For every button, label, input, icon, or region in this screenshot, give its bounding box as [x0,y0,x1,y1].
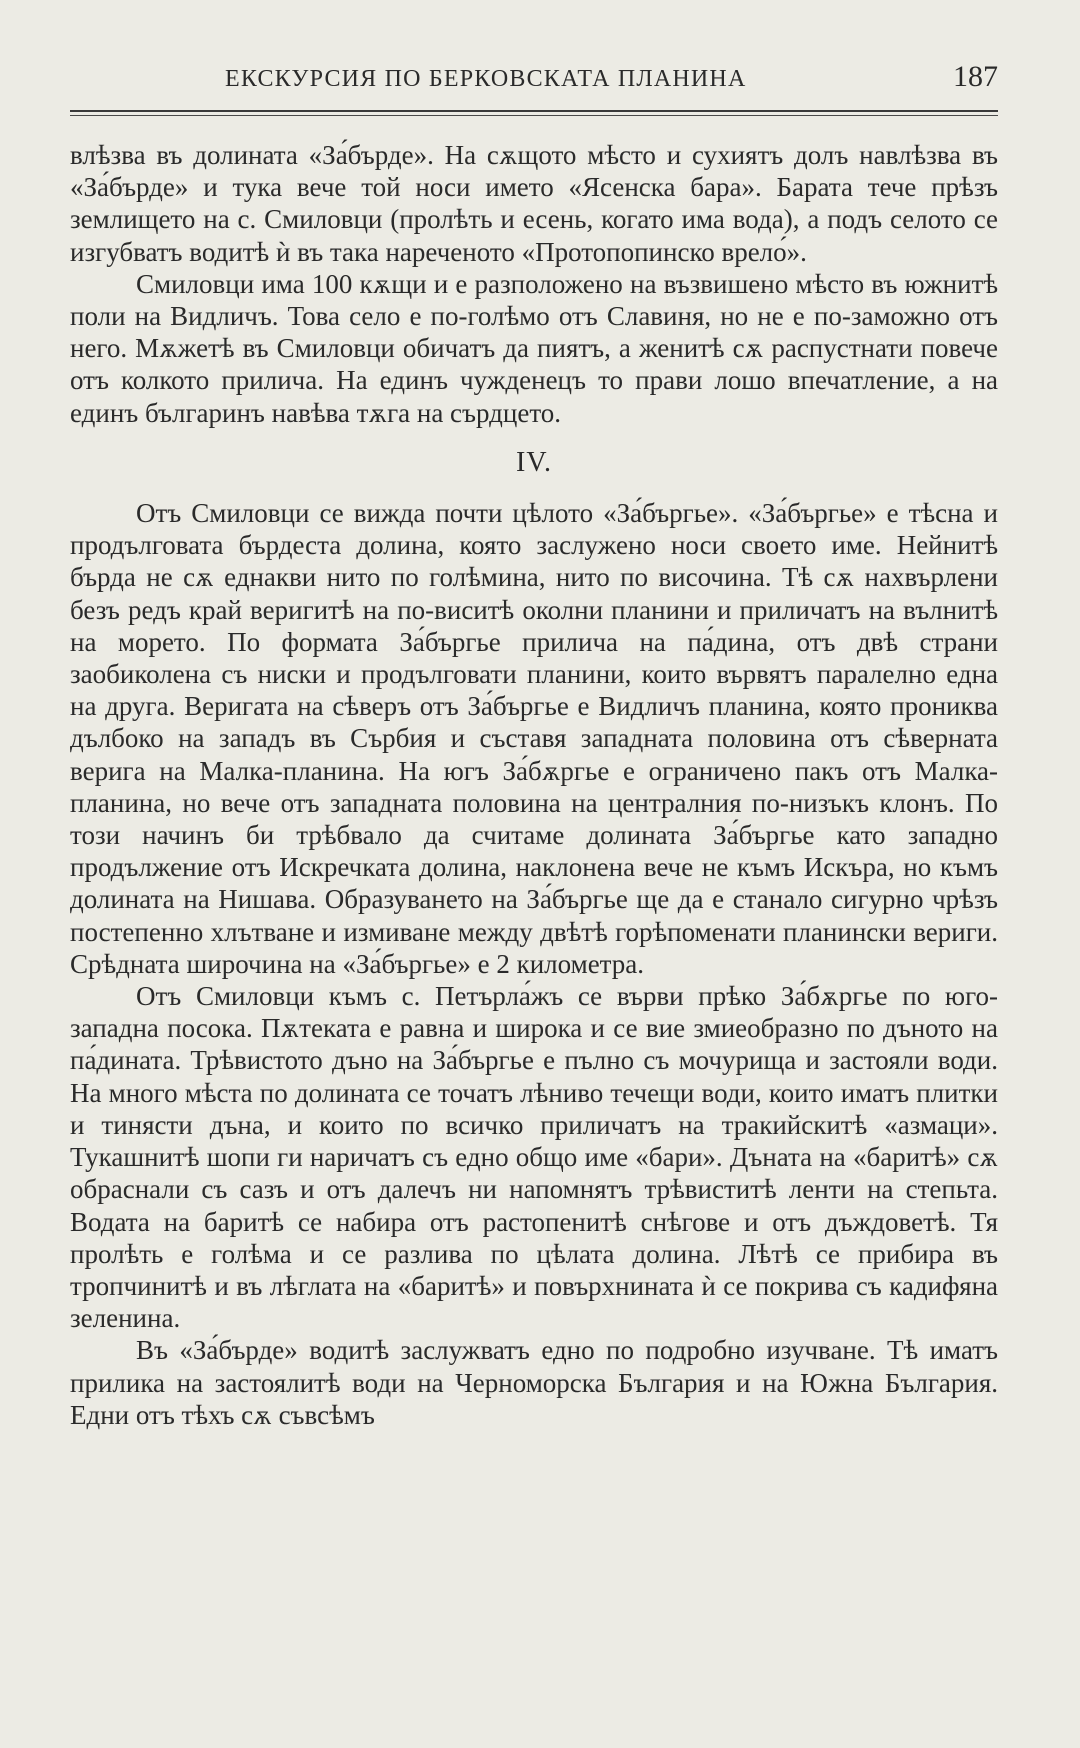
running-title: ЕКСКУРСИЯ ПО БЕРКОВСКАТА ПЛАНИНА [225,66,747,92]
section-numeral: IV. [516,446,552,478]
paragraph-zabargye: Отъ Смиловци се вижда почти цѣлото «За́бъргье». «За́бъргье» е тѣсна и продълговата бърдеста долина, която заслужено носи своето име. Нейнитѣ бърда не сѫ еднакви нито по голѣмина, нито по височина. Тѣ сѫ нахвърлени безъ редъ край веригитѣ на по-виситѣ околни планини и приличатъ на вълнитѣ на морето. По формата За́бъргье прилича на па́дина, отъ двѣ страни заобиколена съ ниски и продълговати планини, които вървятъ паралелно една на друга. Веригата на сѣверъ отъ За́бъргье е Видличъ планина, която прониква дълбоко на западъ въ Сърбия и съставя западната половина отъ сѣверната верига на Малка-планина. На югъ За́бѫргье е ограничено пакъ отъ Малка-планина, но вече отъ западната половина на централния по-низъкъ клонъ. По този начинъ би трѣбвало да считаме долината За́бъргье като западно продължение отъ Искречката долина, наклонена вече не къмъ Искъра, но къмъ долината на Нишава. Образуването на За́бъргье ще да е станало сигурно чрѣзъ постепенно хлътване и измиване между двѣтѣ горѣпоменати планински вериги. Срѣдната широчина на «За́бъргье» е 2 километра. [70,498,998,979]
page-body [70,139,998,1431]
running-header [70,62,998,104]
paragraph-waters: Въ «За́бърде» водитѣ заслужватъ едно по подробно изучване. Тѣ иматъ прилика на застоялитѣ води на Черноморска България и на Южна България. Едни отъ тѣхъ сѫ съвсѣмъ [70,1335,998,1430]
page-number: 187 [953,60,998,93]
paragraph-continuation: влѣзва въ долината «За́бърде». На сѫщото мѣсто и сухиятъ долъ навлѣзва въ «За́бърде» и тука вече той носи името «Ясенска бара». Барата тече прѣзъ землището на с. Смиловци (пролѣть и есень, когато има вода), а подъ селото се изгубватъ водитѣ ѝ въ така нареченото «Протопопинско врело́». [70,140,998,267]
paragraph-smilovtsi: Смиловци има 100 кѫщи и е разположено на възвишено мѣсто въ южнитѣ поли на Видличъ. Това село е по-голѣмо отъ Славиня, но не е по-заможно отъ него. Мѫжетѣ въ Смиловци обичатъ да пиятъ, а женитѣ сѫ распустнати повече отъ колкото прилича. На единъ чужденецъ то прави лошо впечатление, а на единъ българинъ навѣва тѫга на сърдцето. [70,268,998,428]
paragraph-petarlazh: Отъ Смиловци къмъ с. Петърла́жъ се върви прѣко За́бѫргье по юго-западна посока. Пѫтеката е равна и широка и се вие змиеобразно по дъното на па́дината. Трѣвистото дъно на За́бъргье е пълно съ мочурища и застояли води. На много мѣста по долината се точатъ лѣниво течещи води, които иматъ плитки и тинясти дъна, и които по всичко приличатъ на тракийскитѣ «азмаци». Тукашнитѣ шопи ги наричатъ съ едно общо име «бари». Дъната на «баритѣ» сѫ обраснали съ сазъ и отъ далечъ ни напомнятъ трѣвиститѣ ленти на степьта. Водата на баритѣ се набира отъ растопенитѣ снѣгове и отъ дъждоветѣ. Тя пролѣть е голѣма и се разлива по цѣлата долина. Лѣтѣ се прибира въ тропчинитѣ и въ лѣглата на «баритѣ» и повърхнината ѝ се покрива съ кадифяна зеленина. [70,981,998,1334]
header-rule [70,110,998,115]
